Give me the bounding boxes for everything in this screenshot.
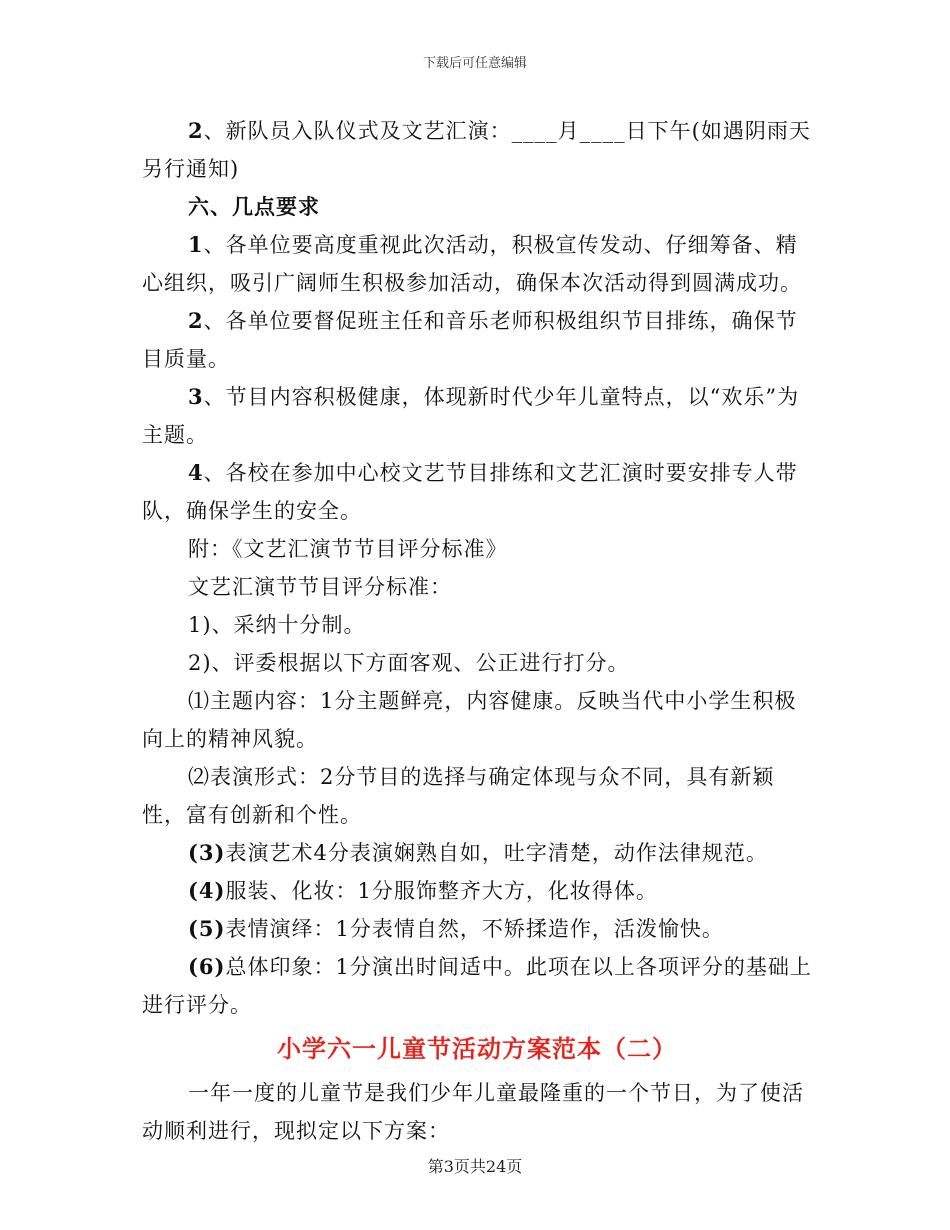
item-text: 服装、化妆：1分服饰整齐大方，化妆得体。 [225, 879, 658, 903]
item-number: 2 [188, 118, 204, 143]
requirement-2 [142, 302, 812, 378]
item-number: 1 [188, 232, 204, 257]
paragraph-schedule-2 [142, 112, 812, 188]
rule-1: 1)、采纳十分制。 [188, 613, 366, 637]
criterion-1: ⑴主题内容：1分主题鲜亮，内容健康。反映当代中小学生积极向上的精神风貌。 [142, 689, 797, 751]
item-number: (4) [188, 878, 226, 903]
item-text: 、新队员入队仪式及文艺汇演：____月____日下午(如遇阴雨天另行通知) [142, 119, 811, 181]
item-text: 总体印象：1分演出时间适中。此项在以上各项评分的基础上进行评分。 [142, 955, 812, 1017]
criterion-2: ⑵表演形式：2分节目的选择与确定体现与众不同，具有新颖性，富有创新和个性。 [142, 765, 775, 827]
intro-paragraph: 一年一度的儿童节是我们少年儿童最隆重的一个节日，为了使活动顺利进行，现拟定以下方案： [142, 1081, 804, 1143]
item-text: 、各单位要督促班主任和音乐老师积极组织节目排练，确保节目质量。 [142, 309, 798, 371]
standard-title: 文艺汇演节节目评分标准： [188, 575, 452, 599]
criterion-5 [142, 910, 812, 948]
criterion-3 [142, 834, 812, 872]
rule-2: 2)、评委根据以下方面客观、公正进行打分。 [188, 651, 630, 675]
item-text: 、节目内容积极健康，体现新时代少年儿童特点，以“欢乐”为主题。 [142, 385, 800, 447]
attachment-line: 附：《文艺汇演节节目评分标准》 [188, 537, 508, 561]
item-number: (6) [188, 954, 226, 979]
requirement-3 [142, 378, 812, 454]
section-heading: 六、几点要求 [188, 194, 320, 219]
requirement-4 [142, 454, 812, 530]
item-text: 表演艺术4分表演娴熟自如，吐字清楚，动作法律规范。 [225, 841, 768, 865]
item-number: 3 [188, 384, 204, 409]
requirement-1 [142, 226, 812, 302]
page-footer: 第3页共24页 [427, 1157, 523, 1176]
item-text: 表情演绎：1分表情自然，不矫揉造作，活泼愉快。 [225, 917, 724, 941]
criterion-4 [142, 872, 812, 910]
item-text: 、各校在参加中心校文艺节目排练和文艺汇演时要安排专人带队，确保学生的安全。 [142, 461, 798, 523]
criterion-6 [142, 948, 812, 1024]
item-number: (3) [188, 840, 226, 865]
item-number: 2 [188, 308, 204, 333]
item-number: (5) [188, 916, 226, 941]
item-text: 、各单位要高度重视此次活动，积极宣传发动、仔细筹备、精心组织，吸引广阔师生积极参加活动，确保本次活动得到圆满成功。 [142, 233, 802, 295]
document-body [142, 112, 812, 1150]
item-number: 4 [188, 460, 204, 485]
section-title-red: 小学六一儿童节活动方案范本（二） [277, 1034, 677, 1063]
page-header: 下载后可任意编辑 [422, 56, 527, 71]
